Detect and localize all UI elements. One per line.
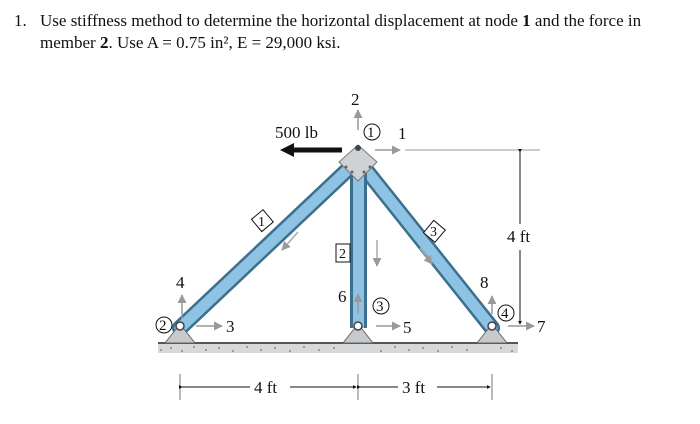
dof-label-6: 6 bbox=[338, 287, 347, 306]
member-2-label bbox=[336, 244, 350, 262]
problem-line-1: Use stiffness method to determine the horizontal displacement at node 1 and the force in bbox=[40, 11, 642, 30]
svg-text:3: 3 bbox=[376, 299, 384, 315]
dof-label-4: 4 bbox=[176, 273, 185, 292]
span-left-label: 4 ft bbox=[254, 378, 278, 397]
applied-load bbox=[275, 123, 342, 157]
svg-text:4: 4 bbox=[501, 306, 509, 322]
svg-text:1: 1 bbox=[258, 215, 265, 230]
svg-text:3: 3 bbox=[430, 225, 437, 240]
height-label: 4 ft bbox=[507, 227, 531, 246]
problem-number: 1. bbox=[14, 11, 27, 30]
span-dimensions bbox=[180, 374, 492, 400]
node-reference: 1 bbox=[522, 11, 531, 30]
dof-label-3: 3 bbox=[226, 317, 235, 336]
dof-label-5: 5 bbox=[403, 318, 412, 337]
member-reference: 2 bbox=[99, 33, 109, 52]
problem-line-2: member 2. Use A = 0.75 in², E = 29,000 ksi. bbox=[40, 33, 341, 52]
node-1-label bbox=[364, 124, 380, 141]
member-1-label bbox=[251, 210, 273, 232]
node-4-label bbox=[498, 305, 514, 322]
dof-label-1: 1 bbox=[398, 124, 407, 143]
svg-text:2: 2 bbox=[159, 318, 167, 334]
load-label: 500 lb bbox=[275, 123, 318, 142]
span-right-label: 3 ft bbox=[402, 378, 426, 397]
support-middle bbox=[343, 322, 373, 343]
ground bbox=[158, 343, 518, 353]
dof-label-2: 2 bbox=[351, 90, 360, 109]
dof-label-8: 8 bbox=[480, 273, 489, 292]
node-3-label bbox=[373, 298, 389, 315]
dof-label-7: 7 bbox=[537, 317, 546, 336]
svg-text:1: 1 bbox=[367, 125, 375, 141]
svg-text:2: 2 bbox=[339, 247, 346, 262]
node-2-label bbox=[156, 317, 172, 334]
